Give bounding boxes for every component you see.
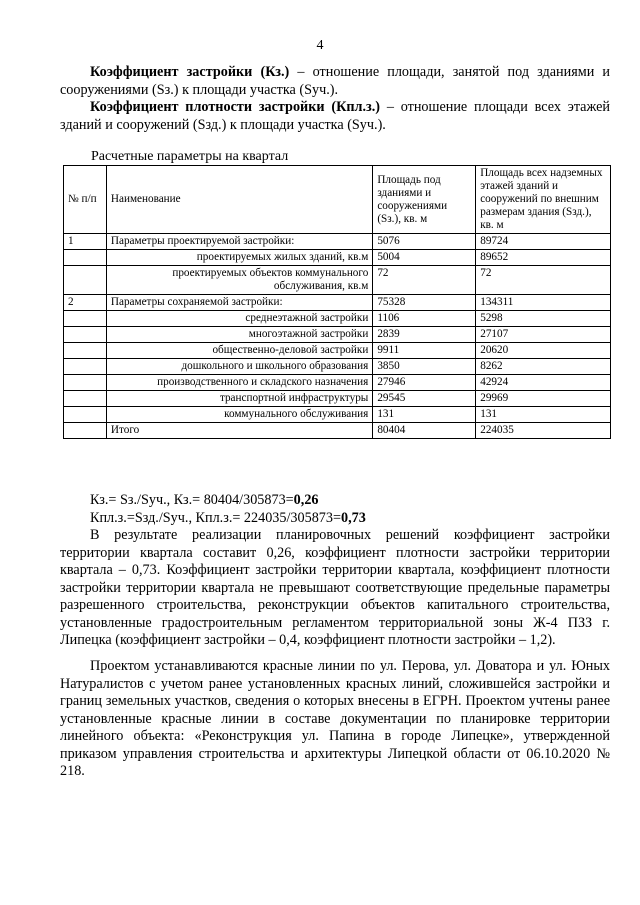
cell-num bbox=[64, 359, 107, 375]
cell-name: Параметры проектируемой застройки: bbox=[106, 234, 372, 250]
paragraph-red-lines: Проектом устанавливаются красные линии по ул. Перова, ул. Доватора и ул. Юных Натуралистов с учетом ранее установленных красных линий, сложившейся застройки и границ земельных участков, сведения о которых внесены в ЕГРН. Проектом учтены ранее установленные красные линии в составе документации по планировке территории линейного объекта: «Реконструкция ул. Папина в городе Липецке», утвержденной приказом управления строительства и архитектуры Липецкой области от 06.10.2020 № 218. bbox=[60, 658, 610, 779]
definition-text: – отношение площади всех этажей зданий и сооружений (Sзд.) к площади участка (Sуч.). bbox=[60, 99, 610, 133]
cell-floor-area: 5298 bbox=[476, 311, 611, 327]
cell-area: 1106 bbox=[373, 311, 476, 327]
term-building-coefficient: Коэффициент застройки (Кз.) bbox=[90, 64, 290, 80]
table-row bbox=[64, 327, 611, 343]
formula-result: 0,26 bbox=[293, 492, 319, 508]
table-row bbox=[64, 359, 611, 375]
cell-num bbox=[64, 423, 107, 439]
cell-floor-area: 72 bbox=[476, 266, 611, 295]
cell-name: проектируемых жилых зданий, кв.м bbox=[106, 250, 372, 266]
cell-area: 5076 bbox=[373, 234, 476, 250]
formula-result: 0,73 bbox=[341, 509, 366, 526]
cell-floor-area: 89652 bbox=[476, 250, 611, 266]
cell-name: транспортной инфраструктуры bbox=[106, 391, 372, 407]
cell-floor-area: 42924 bbox=[476, 375, 611, 391]
cell-num bbox=[64, 327, 107, 343]
cell-floor-area: 8262 bbox=[476, 359, 611, 375]
table-row bbox=[64, 311, 611, 327]
cell-num bbox=[64, 266, 107, 295]
header-name: Наименование bbox=[106, 166, 372, 234]
page-number: 4 bbox=[316, 38, 324, 53]
cell-area: 3850 bbox=[373, 359, 476, 375]
cell-area: 72 bbox=[373, 266, 476, 295]
cell-num bbox=[64, 250, 107, 266]
table-header-row bbox=[64, 166, 611, 234]
header-number: № п/п bbox=[64, 166, 107, 234]
cell-area: 75328 bbox=[373, 295, 476, 311]
cell-area: 2839 bbox=[373, 327, 476, 343]
cell-name: проектируемых объектов коммунального обслуживания, кв.м bbox=[106, 266, 372, 295]
cell-num bbox=[64, 375, 107, 391]
calculation-block bbox=[60, 492, 610, 650]
definition-density-coefficient bbox=[60, 99, 610, 134]
cell-num bbox=[64, 407, 107, 423]
cell-name: общественно-деловой застройки bbox=[106, 343, 372, 359]
cell-num: 2 bbox=[64, 295, 107, 311]
cell-area: 80404 bbox=[373, 423, 476, 439]
formula-text: Кпл.з.=Sзд./Sуч., Кпл.з.= 224035/305873= bbox=[90, 509, 341, 526]
cell-area: 131 bbox=[373, 407, 476, 423]
table-row bbox=[64, 234, 611, 250]
cell-num bbox=[64, 391, 107, 407]
cell-area: 29545 bbox=[373, 391, 476, 407]
cell-floor-area: 134311 bbox=[476, 295, 611, 311]
table-row bbox=[64, 343, 611, 359]
cell-floor-area: 224035 bbox=[476, 423, 611, 439]
cell-floor-area: 20620 bbox=[476, 343, 611, 359]
cell-floor-area: 131 bbox=[476, 407, 611, 423]
header-area: Площадь под зданиями и сооружениями (Sз.), кв. м bbox=[373, 166, 476, 234]
cell-num bbox=[64, 311, 107, 327]
formula-text: Кз.= Sз./Sуч., Кз.= 80404/305873= bbox=[90, 492, 294, 508]
header-floor-area: Площадь всех надземных этажей зданий и сооружений по внешним размерам здания (Sзд.), кв. м bbox=[476, 166, 611, 234]
cell-floor-area: 27107 bbox=[476, 327, 611, 343]
parameters-table bbox=[63, 165, 611, 439]
definitions bbox=[60, 64, 610, 134]
cell-name: производственного и складского назначения bbox=[106, 375, 372, 391]
cell-area: 9911 bbox=[373, 343, 476, 359]
cell-name: коммунального обслуживания bbox=[106, 407, 372, 423]
cell-area: 27946 bbox=[373, 375, 476, 391]
paragraph-results: В результате реализации планировочных решений коэффициент застройки территории квартала составит 0,26, коэффициент плотности застройки территории квартала – 0,73. Коэффициент застройки территории квартала, коэффициент плотности застройки территории квартала не превышают соответствующие предельные параметры разрешенного строительства, реконструкции объектов капитального строительства, установленные градостроительным регламентом территориальной зоны Ж-4 ПЗЗ г. Липецка (коэффициент застройки – 0,4, коэффициент плотности застройки – 1,2). bbox=[60, 527, 610, 648]
cell-name: дошкольного и школьного образования bbox=[106, 359, 372, 375]
cell-floor-area: 29969 bbox=[476, 391, 611, 407]
cell-num: 1 bbox=[64, 234, 107, 250]
cell-num bbox=[64, 343, 107, 359]
definition-text: – отношение площади, занятой под зданиями и сооружениями (Sз.) к площади участка (Sуч.). bbox=[60, 64, 611, 98]
table-row bbox=[64, 295, 611, 311]
cell-name: Итого bbox=[106, 423, 372, 439]
definition-building-coefficient bbox=[60, 64, 610, 99]
cell-name: многоэтажной застройки bbox=[106, 327, 372, 343]
table-caption: Расчетные параметры на квартал bbox=[91, 149, 289, 164]
table-row-total bbox=[64, 423, 611, 439]
table-row bbox=[64, 375, 611, 391]
formula-building-coefficient bbox=[60, 492, 610, 510]
formula-density-coefficient bbox=[60, 510, 610, 528]
cell-name: Параметры сохраняемой застройки: bbox=[106, 295, 372, 311]
table-row bbox=[64, 407, 611, 423]
term-density-coefficient: Коэффициент плотности застройки (Кпл.з.) bbox=[90, 99, 381, 115]
table-row bbox=[64, 266, 611, 295]
cell-area: 5004 bbox=[373, 250, 476, 266]
table-row bbox=[64, 250, 611, 266]
cell-name: среднеэтажной застройки bbox=[106, 311, 372, 327]
table-row bbox=[64, 391, 611, 407]
cell-floor-area: 89724 bbox=[476, 234, 611, 250]
